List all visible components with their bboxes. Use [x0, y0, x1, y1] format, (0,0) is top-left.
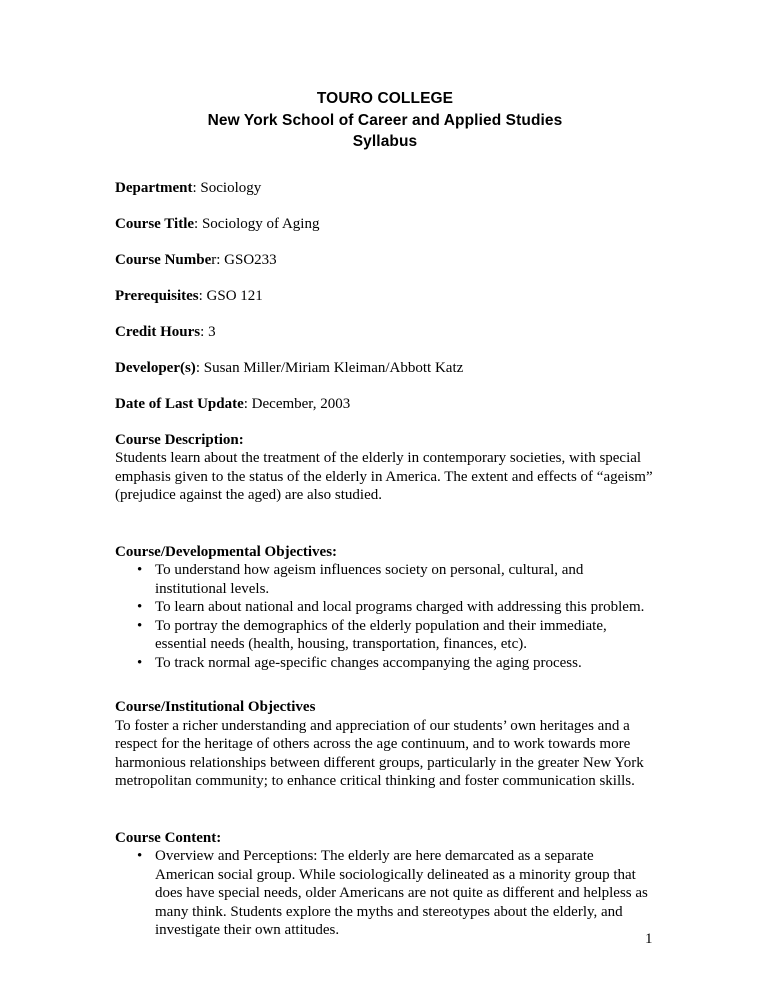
field-last-update-separator: : [243, 395, 252, 412]
field-last-update-label: Date of Last Update [115, 395, 244, 412]
field-department [115, 179, 655, 198]
bullet-icon: • [137, 848, 143, 864]
field-last-update [115, 395, 655, 414]
list-item-text: To learn about national and local programs charged with addressing this problem. [155, 599, 645, 615]
section-course-content [115, 829, 655, 940]
field-prerequisites [115, 287, 655, 306]
field-course-title-label: Course Title [115, 215, 195, 232]
field-course-title [115, 215, 655, 234]
header-institution: TOURO COLLEGE [316, 90, 454, 107]
course-description-heading: Course Description: [115, 431, 244, 448]
course-description-body: Students learn about the treatment of the elderly in contemporary societies, with special emphasis given to the status of the elderly in America. The extent and effects of “ageism” (prejudice against the aged) are also studied. [115, 450, 653, 503]
bullet-icon: • [137, 654, 143, 671]
spacer [115, 791, 655, 829]
list-item-text: To track normal age-specific changes accompanying the aging process. [155, 654, 582, 671]
list-item [115, 617, 655, 654]
list-item [115, 847, 655, 940]
section-course-description [115, 431, 655, 505]
header-doctype: Syllabus [352, 133, 418, 150]
bullet-icon: • [137, 617, 143, 634]
course-metadata-list [115, 179, 655, 414]
field-prerequisites-value: GSO 121 [206, 287, 263, 304]
field-credit-hours [115, 323, 655, 342]
field-course-number [115, 251, 655, 270]
institutional-objectives-heading: Course/Institutional Objectives [115, 699, 316, 715]
page-number: 1 [645, 931, 653, 947]
bullet-icon: • [137, 599, 143, 615]
document-body [115, 88, 655, 940]
document-header [115, 88, 655, 153]
list-item-text: Overview and Perceptions: The elderly are here demarcated as a separate American social group. While sociologically delineated as a minority group that does have special needs, older Americans are not quite as different and helpless as many think. Students explore the myths and stereotypes about the elderly, and investigate their own attitudes. [155, 848, 648, 938]
field-course-number-value: GSO233 [224, 251, 277, 268]
course-content-list [115, 847, 655, 940]
field-developers-separator: : [195, 359, 204, 376]
field-course-number-label: Course Numbe [115, 251, 212, 268]
field-department-value: Sociology [200, 179, 262, 196]
list-item [115, 561, 655, 598]
field-credit-hours-value: 3 [208, 323, 216, 340]
list-item-text: To portray the demographics of the elderly population and their immediate, essential needs (health, housing, transportation, finances, etc). [155, 617, 607, 652]
field-developers-value: Susan Miller/Miriam Kleiman/Abbott Katz [203, 359, 464, 376]
list-item-text: To understand how ageism influences society on personal, cultural, and institutional levels. [155, 562, 584, 597]
section-institutional-objectives [115, 698, 655, 791]
developmental-objectives-list [115, 561, 655, 672]
bullet-icon: • [137, 562, 143, 578]
field-course-number-label-tail: r [211, 251, 217, 268]
field-prerequisites-label: Prerequisites [115, 287, 199, 304]
field-developers [115, 359, 655, 378]
institutional-objectives-body: To foster a richer understanding and appreciation of our students’ own heritages and a respect for the heritage of others across the age continuum, and to work towards more harmonious relationships between different groups, particularly in the greater New York metropolitan community; to enhance critical thinking and foster communication skills. [115, 717, 644, 789]
field-last-update-value: December, 2003 [251, 395, 351, 412]
spacer [115, 505, 655, 543]
field-credit-hours-separator: : [200, 323, 209, 340]
list-item [115, 654, 655, 673]
header-school: New York School of Career and Applied Studies [207, 111, 563, 129]
section-developmental-objectives [115, 543, 655, 673]
list-item [115, 598, 655, 617]
field-course-title-separator: : [194, 215, 202, 232]
field-prerequisites-separator: : [198, 287, 207, 304]
field-department-separator: : [192, 179, 201, 196]
field-department-label: Department [115, 179, 193, 196]
field-developers-label: Developer(s) [115, 359, 196, 376]
field-credit-hours-label: Credit Hours [115, 323, 201, 340]
course-content-heading: Course Content: [115, 829, 222, 846]
field-course-number-separator: : [216, 251, 225, 268]
spacer [115, 672, 655, 698]
field-course-title-value: Sociology of Aging [201, 215, 320, 232]
developmental-objectives-heading: Course/Developmental Objectives: [115, 543, 338, 560]
